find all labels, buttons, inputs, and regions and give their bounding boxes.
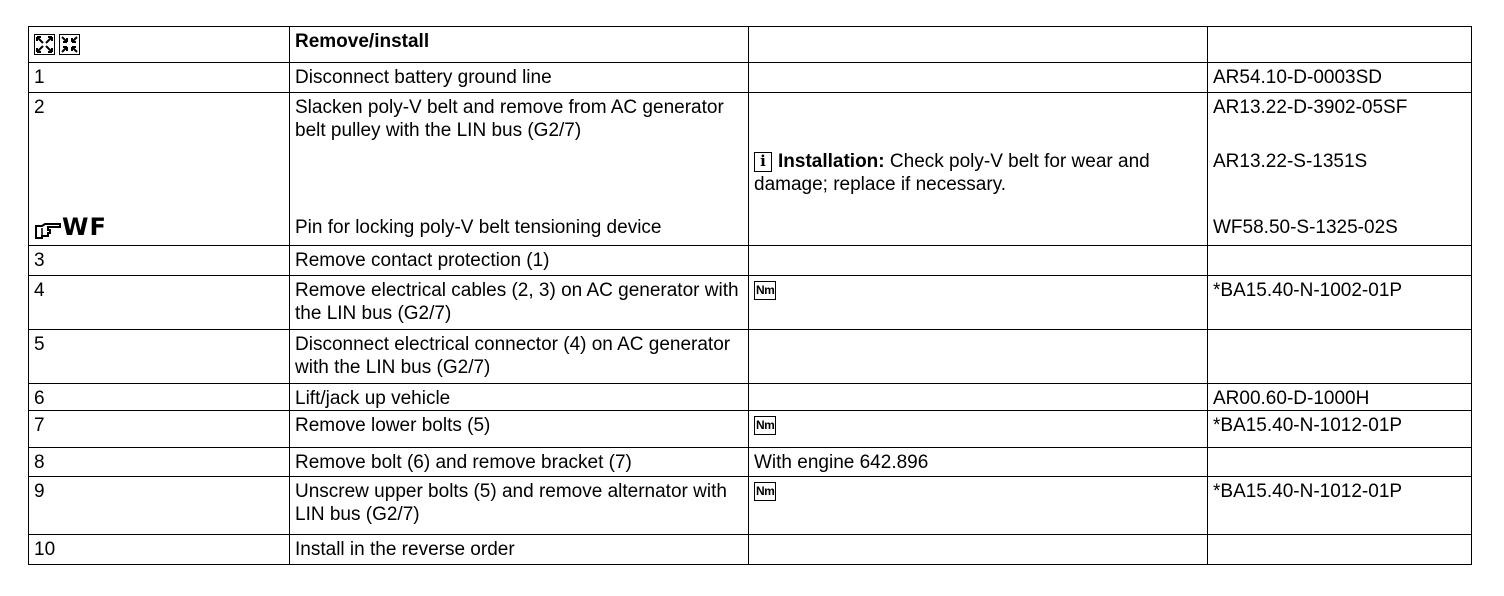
torque-nm-icon[interactable]: Nm	[754, 281, 776, 300]
step-number: 7	[29, 411, 290, 448]
table-row	[29, 535, 1472, 565]
table-row	[29, 448, 1472, 477]
collapse-icon[interactable]	[59, 34, 80, 55]
info-icon: i	[754, 152, 772, 172]
step-note	[749, 477, 1208, 535]
step-reference[interactable]: AR00.60-D-1000H	[1208, 384, 1472, 411]
step-reference[interactable]: AR13.22-D-3902-05SF	[1213, 97, 1408, 118]
step-action: Lift/jack up vehicle	[290, 384, 749, 411]
step-action: Remove contact protection (1)	[290, 246, 749, 276]
step-number: 2	[34, 97, 45, 118]
step-number: 9	[29, 477, 290, 535]
step-note	[749, 276, 1208, 330]
step-note: With engine 642.896	[749, 448, 1208, 477]
step-reference	[1208, 246, 1472, 276]
wf-label: WF	[62, 213, 107, 241]
step-note	[749, 63, 1208, 93]
workshop-equipment-marker	[34, 213, 284, 241]
installation-text: Check poly-V belt for wear and damage; replace if necessary.	[754, 151, 1150, 195]
table-row	[29, 246, 1472, 276]
header-empty-ref	[1208, 27, 1472, 63]
step-action: Unscrew upper bolts (5) and remove alternator with LIN bus (G2/7)	[290, 477, 749, 535]
table-header-row	[29, 27, 1472, 63]
step-number: 10	[29, 535, 290, 565]
installation-note	[754, 150, 1202, 196]
step-reference	[1208, 535, 1472, 565]
step-reference-secondary[interactable]: AR13.22-S-1351S	[1213, 151, 1368, 172]
installation-note-cell	[749, 93, 1208, 246]
step-number-cell	[29, 93, 290, 246]
step-action: Disconnect battery ground line	[290, 63, 749, 93]
step-reference[interactable]: *BA15.40-N-1012-01P	[1208, 477, 1472, 535]
step-number: 4	[29, 276, 290, 330]
table-row	[29, 93, 1472, 246]
step-number: 5	[29, 330, 290, 384]
step-number: 8	[29, 448, 290, 477]
step-reference[interactable]: *BA15.40-N-1002-01P	[1208, 276, 1472, 330]
torque-nm-icon[interactable]: Nm	[754, 416, 776, 435]
table-row	[29, 384, 1472, 411]
step-number: 1	[29, 63, 290, 93]
step-note	[749, 535, 1208, 565]
sub-step-reference[interactable]: WF58.50-S-1325-02S	[1213, 217, 1398, 238]
torque-nm-icon[interactable]: Nm	[754, 482, 776, 501]
step-action: Remove lower bolts (5)	[290, 411, 749, 448]
step-note	[749, 330, 1208, 384]
table-row	[29, 330, 1472, 384]
step-action: Remove electrical cables (2, 3) on AC generator with the LIN bus (G2/7)	[290, 276, 749, 330]
pointing-hand-icon	[34, 219, 62, 241]
installation-label: Installation:	[778, 151, 885, 172]
step-note	[749, 246, 1208, 276]
step-number: 6	[29, 384, 290, 411]
step-reference[interactable]: *BA15.40-N-1012-01P	[1208, 411, 1472, 448]
step-action: Remove bolt (6) and remove bracket (7)	[290, 448, 749, 477]
step-reference	[1208, 330, 1472, 384]
step-reference	[1208, 448, 1472, 477]
step-number: 3	[29, 246, 290, 276]
table-row	[29, 477, 1472, 535]
step-reference-cell	[1208, 93, 1472, 246]
header-empty-note	[749, 27, 1208, 63]
step-action-cell	[290, 93, 749, 246]
step-action: Slacken poly-V belt and remove from AC generator belt pulley with the LIN bus (G2/7)	[295, 97, 724, 141]
step-note	[749, 411, 1208, 448]
sub-step-action: Pin for locking poly-V belt tensioning device	[295, 217, 662, 238]
header-icons-cell	[29, 27, 290, 63]
step-note	[749, 384, 1208, 411]
header-title: Remove/install	[290, 27, 749, 63]
table-row	[29, 276, 1472, 330]
procedure-table	[28, 26, 1472, 565]
table-row	[29, 411, 1472, 448]
step-reference[interactable]: AR54.10-D-0003SD	[1208, 63, 1472, 93]
step-action: Install in the reverse order	[290, 535, 749, 565]
expand-icon[interactable]	[34, 34, 55, 55]
step-action: Disconnect electrical connector (4) on AC generator with the LIN bus (G2/7)	[290, 330, 749, 384]
table-row	[29, 63, 1472, 93]
